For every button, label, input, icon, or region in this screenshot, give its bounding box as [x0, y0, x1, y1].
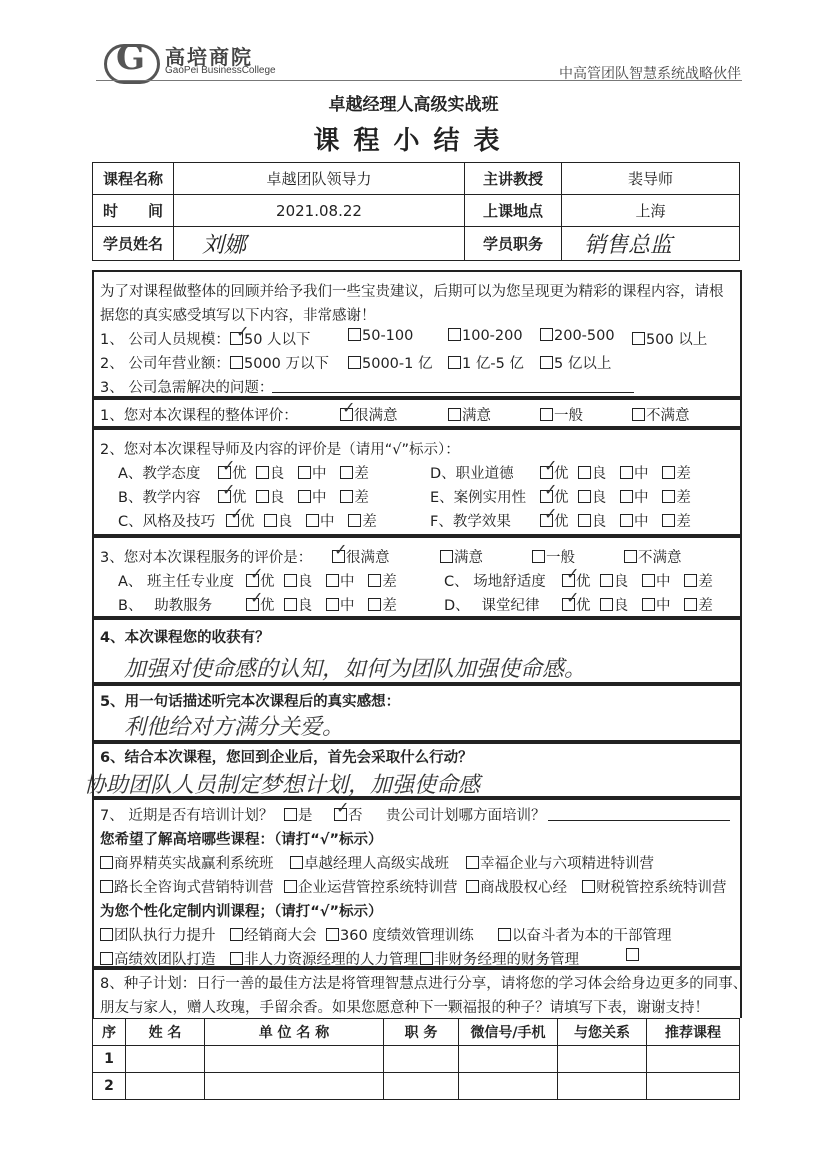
logo-letter: G [116, 38, 146, 78]
q1-option-3[interactable]: 100-200 [448, 328, 523, 344]
custom-option-3[interactable]: 360 度绩效管理训练 [326, 924, 474, 945]
teacher-item-d: D、职业道德 [430, 466, 514, 482]
custom-option-7[interactable]: 非财务经理的财务管理 [420, 948, 579, 969]
course-option-7[interactable]: 财税管控系统特训营 [582, 876, 727, 897]
plan-label: 7、 近期是否有培训计划？ [100, 808, 274, 824]
check-mark-icon: ✓ [342, 398, 356, 417]
service-option-1[interactable]: 很满意 [332, 546, 390, 567]
custom-option-4[interactable]: 以奋斗者为本的干部管理 [498, 924, 672, 945]
checkbox[interactable] [540, 328, 553, 341]
q1-option-2[interactable]: 50-100 [348, 328, 413, 344]
plan-topic-label: 贵公司计划哪方面培训？ [386, 808, 546, 824]
q3-label: 3、 公司急需解决的问题： [100, 380, 274, 396]
job-title-handwritten[interactable]: 销售总监 [562, 227, 740, 261]
check-mark-icon: ✓ [222, 456, 236, 475]
checkbox[interactable] [348, 328, 361, 341]
feel-answer-handwritten[interactable]: 利他给对方满分关爱。 [124, 715, 345, 740]
grade-row-f[interactable]: 优 良 中 差 [540, 510, 691, 531]
checkbox[interactable] [632, 408, 645, 421]
service-option-3[interactable]: 一般 [532, 546, 575, 567]
checkbox[interactable] [448, 356, 461, 369]
custom-option-5[interactable]: 高绩效团队打造 [100, 948, 216, 969]
course-option-5[interactable]: 企业运营管控系统特训营 [284, 876, 458, 897]
slogan: 中高管团队智慧系统战略伙伴 [559, 66, 741, 82]
form-title: 课程小结表 [313, 126, 514, 156]
overall-option-3[interactable]: 一般 [540, 404, 583, 425]
q2-label: 2、 公司年营业额： [100, 356, 230, 372]
plan-no[interactable]: 否 [334, 804, 363, 825]
q2-option-2[interactable]: 5000-1 亿 [348, 352, 432, 373]
seed-line-2: 朋友与家人，赠人玫瑰，手留余香。如果您愿意种下一颗福报的种子？请填写下表，谢谢支持！ [100, 1000, 709, 1016]
grade-row-service-a[interactable]: 优 良 中 差 [246, 570, 397, 591]
checkbox[interactable] [448, 328, 461, 341]
teacher-item-f: F、教学效果 [430, 514, 511, 530]
courses-label: 您希望了解高培哪些课程：（请打“√”标示） [100, 832, 383, 848]
plan-topic-line[interactable] [548, 820, 730, 821]
service-eval-label: 3、您对本次课程服务的评价是： [100, 550, 313, 566]
q3-answer-line[interactable] [272, 392, 634, 393]
row-index: 2 [93, 1073, 126, 1100]
teacher-item-b: B、教学内容 [118, 490, 201, 506]
gain-answer-handwritten[interactable]: 加强对使命感的认知，如何为团队加强使命感。 [124, 657, 587, 682]
check-mark-icon: ✓ [544, 504, 558, 523]
check-mark-icon: ✓ [544, 480, 558, 499]
check-mark-icon: ✓ [250, 588, 264, 607]
teacher-label: 主讲教授 [465, 163, 562, 195]
q1-option-4[interactable]: 200-500 [540, 328, 615, 344]
service-item-a: A、 班主任专业度 [118, 574, 235, 590]
custom-label: 为您个性化定制内训课程；（请打“√”标示） [100, 904, 383, 920]
course-option-2[interactable]: 卓越经理人高级实战班 [290, 852, 449, 873]
checkbox[interactable] [632, 332, 645, 345]
custom-option-other[interactable] [626, 948, 730, 967]
q1-label: 1、 公司人员规模： [100, 332, 230, 348]
student-label: 学员姓名 [93, 227, 174, 261]
row-index: 1 [93, 1046, 126, 1073]
logo-english-name: GaoPei BusinessCollege [165, 65, 276, 76]
grade-row-service-b[interactable]: 优 良 中 差 [246, 594, 397, 615]
col-header-relation: 与您关系 [558, 1019, 647, 1046]
col-header-course: 推荐课程 [647, 1019, 740, 1046]
check-mark-icon: ✓ [250, 564, 264, 583]
check-mark-icon: ✓ [222, 480, 236, 499]
checkbox[interactable] [230, 356, 243, 369]
check-mark-icon: ✓ [336, 798, 350, 817]
place-value: 上海 [562, 195, 740, 227]
q1-option-1[interactable]: 50 人以下 [230, 328, 311, 349]
overall-option-2[interactable]: 满意 [448, 404, 491, 425]
overall-label: 1、您对本次课程的整体评价： [100, 408, 298, 424]
q2-option-1[interactable]: 5000 万以下 [230, 352, 329, 373]
course-label: 课程名称 [93, 163, 174, 195]
time-value: 2021.08.22 [174, 195, 465, 227]
col-header-position: 职 务 [384, 1019, 459, 1046]
course-value: 卓越团队领导力 [174, 163, 465, 195]
logo-chinese-name: 高培商院 [165, 45, 253, 69]
course-info-table [92, 162, 740, 261]
overall-option-4[interactable]: 不满意 [632, 404, 690, 425]
check-mark-icon: ✓ [566, 588, 580, 607]
intro-line-1: 为了对课程做整体的回顾并给予我们一些宝贵建议，后期可以为您呈现更为精彩的课程内容，请根 [100, 284, 724, 300]
service-item-d: D、 课堂纪律 [444, 598, 540, 614]
seed-line-1: 8、种子计划：日行一善的最佳方法是将管理智慧点进行分享，请将您的学习体会给身边更多的同事、 [100, 976, 748, 992]
teacher-item-e: E、案例实用性 [430, 490, 527, 506]
student-name-handwritten[interactable]: 刘娜 [174, 227, 465, 261]
class-name: 卓越经理人高级实战班 [328, 95, 499, 115]
plan-yes[interactable]: 是 [284, 804, 313, 825]
grade-row-service-d[interactable]: 优 良 中 差 [562, 594, 713, 615]
service-item-b: B、 助教服务 [118, 598, 213, 614]
custom-option-1[interactable]: 团队执行力提升 [100, 924, 216, 945]
course-option-4[interactable]: 路长全咨询式营销特训营 [100, 876, 274, 897]
check-mark-icon: ✓ [566, 564, 580, 583]
grade-row-d[interactable]: 优 良 中 差 [540, 462, 691, 483]
check-mark-icon: ✓ [236, 322, 250, 341]
checkbox[interactable] [540, 356, 553, 369]
checkbox[interactable] [448, 408, 461, 421]
q2-option-4[interactable]: 5 亿以上 [540, 352, 611, 373]
checkbox[interactable] [540, 408, 553, 421]
q1-option-5[interactable]: 500 以上 [632, 328, 707, 349]
check-mark-icon: ✓ [230, 504, 244, 523]
service-option-4[interactable]: 不满意 [624, 546, 682, 567]
grade-row-c[interactable]: 优 良 中 差 [226, 510, 377, 531]
q2-option-3[interactable]: 1 亿-5 亿 [448, 352, 524, 373]
feel-label: 5、用一句话描述听完本次课程后的真实感想： [100, 694, 401, 710]
action-answer-handwritten[interactable]: 协助团队人员制定梦想计划，加强使命感 [84, 773, 481, 798]
service-item-c: C、 场地舒适度 [444, 574, 546, 590]
table-row [93, 1073, 740, 1100]
course-option-1[interactable]: 商界精英实战赢利系统班 [100, 852, 274, 873]
course-option-3[interactable]: 幸福企业与六项精进特训营 [466, 852, 654, 873]
referral-table [92, 1018, 740, 1100]
checkbox[interactable] [348, 356, 361, 369]
col-header-index: 序 [93, 1019, 126, 1046]
action-label: 6、结合本次课程，您回到企业后，首先会采取什么行动？ [100, 750, 473, 766]
grade-row-service-c[interactable]: 优 良 中 差 [562, 570, 713, 591]
custom-option-6[interactable]: 非人力资源经理的人力管理 [230, 948, 418, 969]
col-header-contact: 微信号/手机 [459, 1019, 558, 1046]
teacher-value: 裴导师 [562, 163, 740, 195]
teacher-item-a: A、教学态度 [118, 466, 201, 482]
custom-option-2[interactable]: 经销商大会 [230, 924, 317, 945]
course-option-6[interactable]: 商战股权心经 [466, 876, 567, 897]
teacher-item-c: C、风格及技巧 [118, 514, 216, 530]
grade-row-a[interactable]: 优 良 中 差 [218, 462, 369, 483]
table-row [93, 1046, 740, 1073]
col-header-company: 单 位 名 称 [205, 1019, 384, 1046]
check-mark-icon: ✓ [544, 456, 558, 475]
job-label: 学员职务 [465, 227, 562, 261]
overall-option-1[interactable]: 很满意 [340, 404, 398, 425]
time-label: 时 间 [93, 195, 174, 227]
grade-row-b[interactable]: 优 良 中 差 [218, 486, 369, 507]
grade-row-e[interactable]: 优 良 中 差 [540, 486, 691, 507]
place-label: 上课地点 [465, 195, 562, 227]
service-option-2[interactable]: 满意 [440, 546, 483, 567]
teacher-eval-label: 2、您对本次课程导师及内容的评价是（请用“√”标示）： [100, 442, 460, 458]
intro-line-2: 据您的真实感受填写以下内容，非常感谢！ [100, 308, 376, 324]
col-header-name: 姓 名 [126, 1019, 205, 1046]
header-divider [96, 80, 742, 81]
gain-label: 4、本次课程您的收获有？ [100, 630, 270, 646]
check-mark-icon: ✓ [334, 540, 348, 559]
